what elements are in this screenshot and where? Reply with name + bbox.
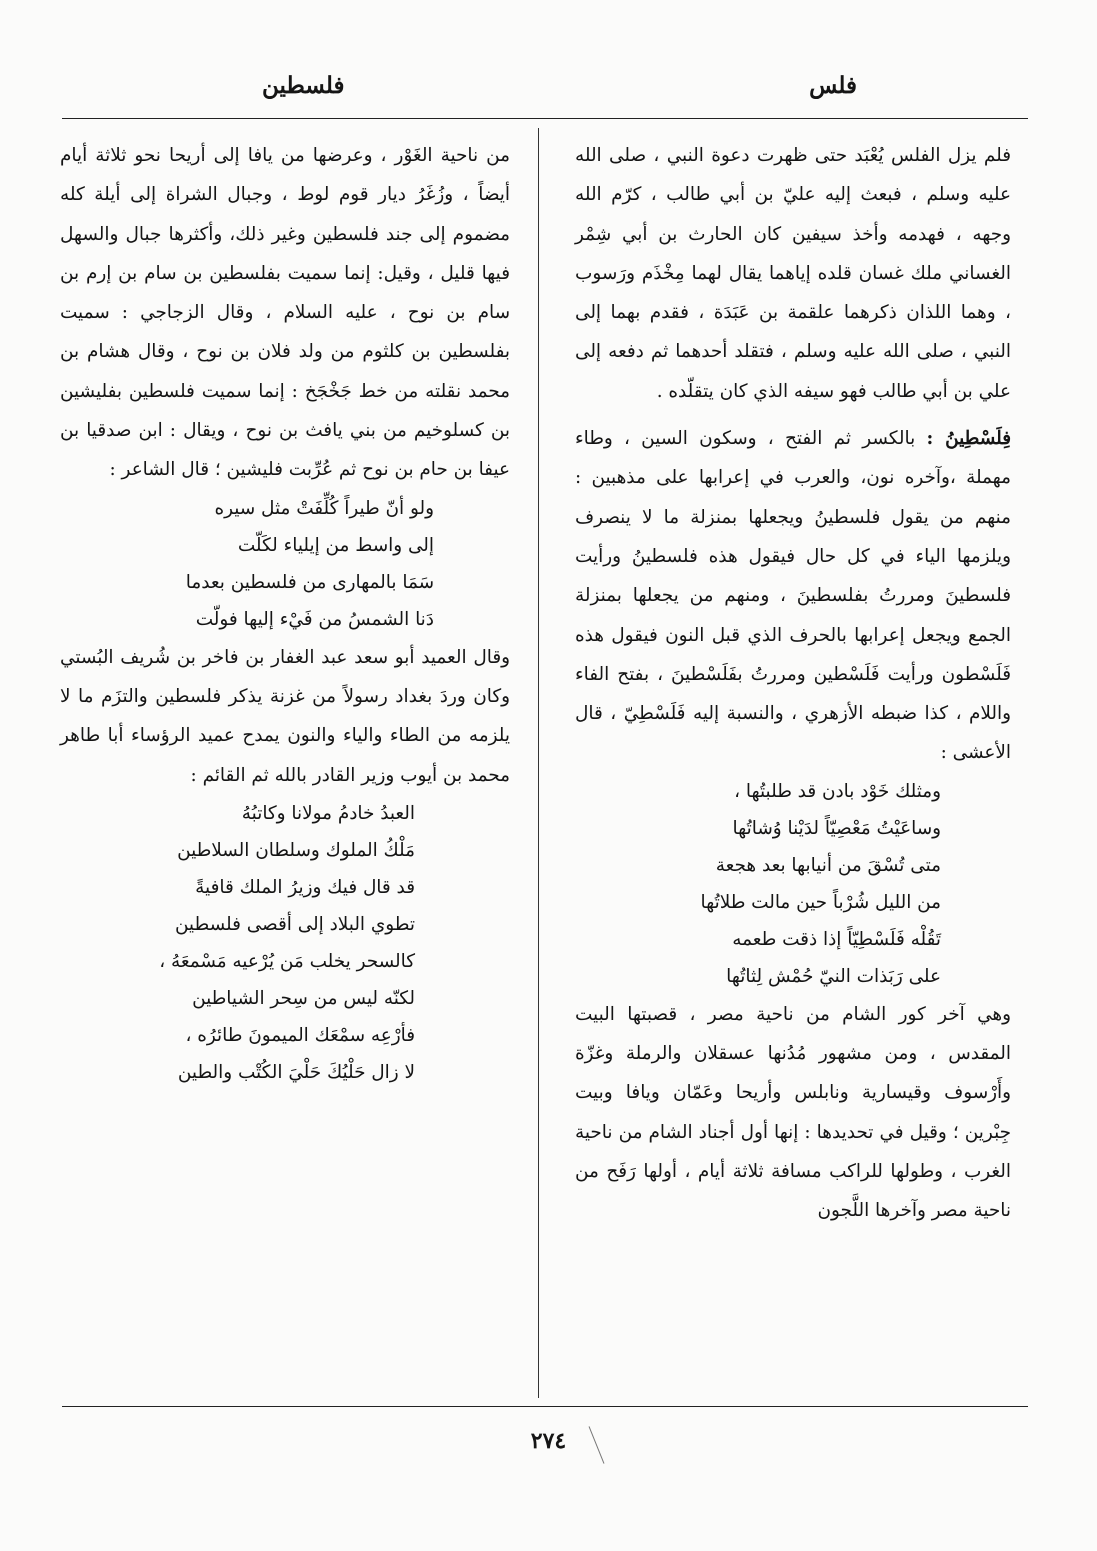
- running-head-left: فلسطين: [262, 72, 345, 99]
- verse-line: تطوي البلاد إلى أقصى فلسطين: [174, 913, 415, 935]
- right-column: [575, 136, 1011, 1231]
- verse-line: لكنّه ليس من سِحر الشياطين: [192, 987, 415, 1009]
- paragraph: وهي آخر كور الشام من ناحية مصر ، قصبتها البيت المقدس ، ومن مشهور مُدُنها عسقلان والرملة وغزّة وأَرْسوف وقيسارية ونابلس وأريحا وعَمّان ويافا وبيت جِبْرين ؛ وقيل في تحديدها : إنها أول أجناد الشام من ناحية الغرب ، وطولها للراكب مسافة ثلاثة أيام ، أولها رَفَح من ناحية مصر وآخرها اللَّجون: [575, 1003, 1011, 1222]
- paragraph: فلم يزل الفلس يُعْبَد حتى ظهرت دعوة النبي ، صلى الله عليه وسلم ، فبعث إليه عليّ بن أبي طالب ، كرّم الله وجهه ، فهدمه وأخذ سيفين كان الحارث بن أبي شِمْر الغساني ملك غسان قلده إياهما يقال لهما مِخْذَم ورَسوب ، وهما اللذان ذكرهما علقمة بن عَبَدَة ، فقدم بهما إلى النبي ، صلى الله عليه وسلم ، فتقلد أحدهما ثم دفعه إلى علي بن أبي طالب فهو سيفه الذي كان يتقلّده .: [575, 145, 1011, 402]
- verse-line: قد قال فيك وزيرُ الملك قافيةً: [195, 876, 415, 898]
- poem: [60, 795, 510, 1091]
- verse-line: ولو أنّ طيراً كُلِّفَتْ مثل سيره: [214, 497, 434, 519]
- entry-text: بالكسر ثم الفتح ، وسكون السين ، وطاء مهملة ،وآخره نون، والعرب في إعرابها على مذهبين : منهم من يقول فلسطينُ ويجعلها بمنزلة ما لا ينصرف ويلزمها الياء في كل حال فيقول هذه فلسطينُ ورأيت فلسطينَ ومررتُ بفلسطينَ ، ومنهم من يجعلها بمنزلة الجمع ويجعل إعرابها بالحرف الذي قبل النون فيقول هذه فَلَسْطون ورأيت فَلَسْطين ومررتُ بفَلَسْطينَ ، بفتح الفاء واللام ، كذا ضبطه الأزهري ، والنسبة إليه فَلَسْطِيّ ، قال الأعشى :: [575, 428, 1011, 764]
- entry-headword: فِلَسْطِينُ :: [926, 428, 1011, 450]
- header-rule: [62, 118, 1028, 119]
- column-divider: [538, 128, 539, 1398]
- paragraph: وقال العميد أبو سعد عبد الغفار بن فاخر بن شُريف البُستي وكان وردَ بغداد رسولاً من غزنة يذكر فلسطين والتزَم ما لا يلزمه من الطاء والياء والنون يمدح عميد الرؤساء أبا طاهر محمد بن أيوب وزير القادر بالله ثم القائم :: [60, 646, 510, 786]
- verse-line: تَقُلْه فَلَسْطِيّاً إذا ذقت طعمه: [732, 928, 941, 950]
- page-number: ٢٧٤: [530, 1428, 567, 1454]
- verse-line: على رَبَذات النيّ حُمْش لِثاتُها: [726, 965, 941, 987]
- verse-line: وساعَيْتُ مَعْصِيّاً لدَيْنا وُشاتُها: [732, 817, 941, 839]
- verse-line: دَنا الشمسُ من فَيْء إليها فولّت: [195, 608, 434, 630]
- verse-line: العبدُ خادمُ مولانا وكاتبُهُ: [241, 802, 415, 824]
- verse-line: من الليل شُرْباً حين مالت طلاتُها: [700, 891, 941, 913]
- verse-line: متى تُسْقَ من أنيابها بعد هجعة: [715, 854, 941, 876]
- left-column: [60, 136, 510, 1091]
- verse-line: سَمَا بالمهارى من فلسطين بعدما: [185, 571, 434, 593]
- running-head-right: فلس: [809, 72, 857, 99]
- verse-line: لا زال حَلْيُكَ حَلْيَ الكُتْب والطين: [177, 1061, 415, 1083]
- poem: [575, 773, 1011, 995]
- entry-paragraph: [575, 419, 1011, 773]
- poem: [60, 490, 510, 638]
- verse-line: إلى واسط من إيلياء لكَلّت: [237, 534, 434, 556]
- footer-rule: [62, 1406, 1028, 1407]
- verse-line: فأرْعِه سمْعَك الميمونَ طائرُه ،: [185, 1024, 415, 1046]
- verse-line: مَلْكُ الملوك وسلطان السلاطين: [177, 839, 415, 861]
- verse-line: كالسحر يخلب مَن يُرْعيه مَسْمعَهُ ،: [159, 950, 415, 972]
- verse-line: ومثلك خَوْد بادن قد طلبتُها ،: [734, 780, 941, 802]
- paragraph: من ناحية الغَوْر ، وعرضها من يافا إلى أريحا نحو ثلاثة أيام أيضاً ، وزُغَرُ ديار قوم لوط ، وجبال الشراة إلى أيلة كله مضموم إلى جند فلسطين وغير ذلك، وأكثرها جبال والسهل فيها قليل ، وقيل: إنما سميت بفلسطين بن سام بن إرم بن سام بن نوح ، عليه السلام ، وقال الزجاجي : سميت بفلسطين بن كلثوم من ولد فلان بن نوح ، وقال هشام بن محمد نقلته من خط جَخْجَخ : إنما سميت فلسطين بفليشين بن كسلوخيم من بني يافث بن نوح ، ويقال : ابن صدقيا بن عيفا بن حام بن نوح ثم عُرِّبت فليشين ؛ قال الشاعر :: [60, 145, 510, 481]
